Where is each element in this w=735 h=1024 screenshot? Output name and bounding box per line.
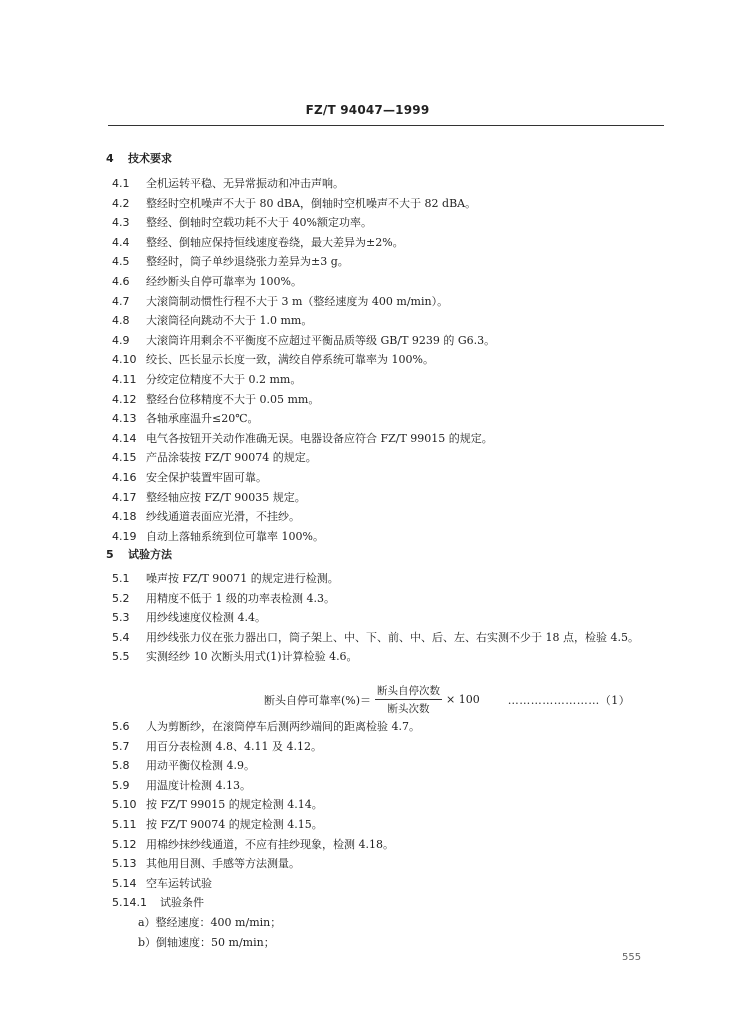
clause-text: 整经台位移精度不大于 0.05 mm。: [146, 392, 320, 406]
clause-number: 5.7: [112, 739, 130, 753]
clause-number: 5.4: [112, 630, 130, 644]
formula-equation-number: ……………………（1）: [507, 693, 631, 707]
clause-row: [112, 508, 300, 524]
clause-text: 用百分表检测 4.8、4.11 及 4.12。: [146, 739, 322, 753]
clause-text: 空车运转试验: [146, 876, 212, 890]
clause-number: 5.11: [112, 818, 137, 831]
section-5-heading: [106, 546, 172, 562]
clause-text: 按 FZ/T 90074 的规定检测 4.15。: [146, 818, 323, 831]
clause-row: [112, 410, 259, 426]
section-title: 试验方法: [128, 548, 172, 561]
clause-row: [112, 855, 300, 871]
clause-number: 5.8: [112, 759, 130, 773]
clause-text: 用棉纱抹纱线通道，不应有挂纱现象，检测 4.18。: [146, 837, 394, 851]
clause-text: 用精度不低于 1 级的功率表检测 4.3。: [146, 591, 335, 605]
clause-row: [112, 214, 372, 230]
formula-fraction: [375, 683, 442, 716]
clause-row: [112, 312, 312, 328]
clause-number: 4.19: [112, 529, 137, 543]
clause-row: [112, 528, 324, 544]
clause-number: 5.14.1: [112, 896, 147, 910]
clause-number: 5.3: [112, 611, 130, 624]
clause-text: 试验条件: [160, 896, 204, 910]
clause-text: 各轴承座温升≤20℃。: [146, 412, 259, 426]
formula-1: [264, 683, 630, 716]
clause-number: 4.15: [112, 451, 137, 465]
clause-row: [112, 629, 639, 645]
clause-text: 大滚筒径向跳动不大于 1.0 mm。: [146, 314, 313, 328]
clause-row: [112, 253, 349, 269]
clause-number: 5.10: [112, 798, 137, 812]
section-number: 5: [106, 548, 114, 561]
clause-text: 电气各按钮开关动作准确无误。电器设备应符合 FZ/T 99015 的规定。: [146, 431, 493, 445]
clause-row: [112, 195, 476, 211]
formula-rhs: × 100: [446, 693, 480, 706]
clause-text: 其他用目测、手感等方法测量。: [146, 857, 300, 871]
clause-row: [112, 777, 251, 793]
condition-label: a）: [138, 916, 156, 929]
clause-number: 5.14: [112, 876, 137, 890]
clause-number: 4.4: [112, 235, 130, 249]
formula-numerator: 断头自停次数: [375, 683, 442, 700]
clause-number: 4.17: [112, 490, 137, 504]
clause-number: 4.3: [112, 216, 130, 230]
clause-number: 4.6: [112, 275, 130, 288]
clause-row: [112, 371, 301, 387]
clause-number: 4.13: [112, 412, 137, 426]
section-4-heading: [106, 150, 172, 166]
formula-lhs: 断头自停可靠率(%)＝: [264, 693, 372, 707]
clause-number: 5.1: [112, 572, 130, 585]
clause-number: 4.5: [112, 255, 130, 269]
condition-item: [138, 914, 281, 930]
clause-row: [112, 175, 344, 191]
clause-row: [112, 894, 204, 910]
clause-number: 4.14: [112, 431, 137, 445]
clause-number: 4.2: [112, 196, 130, 210]
clause-row: [112, 648, 358, 664]
clause-number: 4.1: [112, 177, 130, 190]
clause-text: 用温度计检测 4.13。: [146, 778, 251, 792]
clause-number: 5.2: [112, 591, 130, 605]
clause-row: [112, 273, 302, 289]
clause-number: 4.9: [112, 333, 130, 347]
page-number: 555: [622, 952, 642, 963]
clause-number: 4.12: [112, 392, 137, 406]
clause-row: [112, 332, 495, 348]
clause-text: 整经时，筒子单纱退绕张力差异为±3 g。: [146, 255, 349, 269]
standard-code-header: FZ/T 94047—1999: [305, 103, 430, 117]
condition-item: [138, 934, 275, 950]
clause-text: 安全保护装置牢固可靠。: [146, 471, 267, 484]
clause-row: [112, 449, 317, 465]
clause-number: 5.5: [112, 650, 130, 663]
clause-text: 绞长、匹长显示长度一致，满绞自停系统可靠率为 100%。: [146, 353, 434, 367]
clause-row: [112, 757, 255, 773]
clause-row: [112, 293, 448, 309]
clause-text: 整经、倒轴应保持恒线速度卷绕，最大差异为±2%。: [146, 235, 404, 249]
clause-number: 4.16: [112, 471, 137, 484]
clause-text: 按 FZ/T 99015 的规定检测 4.14。: [146, 798, 323, 812]
clause-text: 实测经纱 10 次断头用式(1)计算检验 4.6。: [146, 650, 358, 663]
formula-denominator: 断头次数: [387, 703, 430, 715]
clause-number: 4.11: [112, 373, 137, 386]
clause-row: [112, 489, 306, 505]
clause-text: 大滚筒制动惯性行程不大于 3 m（整经速度为 400 m/min）。: [146, 294, 449, 308]
clause-row: [112, 351, 434, 367]
clause-text: 用纱线张力仪在张力器出口，筒子架上、中、下、前、中、后、左、右实测不少于 18 点，检验 4.5。: [146, 630, 639, 644]
clause-text: 整经、倒轴时空载功耗不大于 40%额定功率。: [146, 216, 372, 230]
clause-text: 经纱断头自停可靠率为 100%。: [146, 275, 302, 288]
condition-text: 倒轴速度：50 m/min；: [156, 935, 275, 949]
condition-label: b）: [138, 935, 157, 949]
section-title: 技术要求: [128, 152, 172, 165]
clause-row: [112, 609, 266, 625]
clause-number: 5.9: [112, 778, 130, 792]
clause-row: [112, 738, 322, 754]
clause-text: 人为剪断纱，在滚筒停车后测两纱端间的距离检验 4.7。: [146, 720, 420, 733]
clause-row: [112, 816, 323, 832]
clause-row: [112, 590, 335, 606]
condition-text: 整经速度：400 m/min；: [155, 916, 282, 929]
clause-row: [112, 570, 339, 586]
clause-text: 用动平衡仪检测 4.9。: [146, 759, 255, 773]
clause-text: 噪声按 FZ/T 90071 的规定进行检测。: [146, 572, 339, 585]
clause-text: 自动上落轴系统到位可靠率 100%。: [146, 529, 324, 543]
clause-number: 5.12: [112, 837, 137, 851]
clause-row: [112, 469, 267, 485]
clause-row: [112, 234, 404, 250]
clause-number: 5.13: [112, 857, 137, 871]
clause-text: 整经轴应按 FZ/T 90035 规定。: [146, 490, 306, 504]
clause-text: 产品涂装按 FZ/T 90074 的规定。: [146, 451, 317, 465]
clause-number: 4.10: [112, 353, 137, 367]
clause-text: 纱线通道表面应光滑，不挂纱。: [146, 510, 300, 524]
clause-text: 大滚筒许用剩余不平衡度不应超过平衡品质等级 GB/T 9239 的 G6.3。: [146, 333, 496, 347]
clause-row: [112, 875, 212, 891]
clause-text: 分绞定位精度不大于 0.2 mm。: [146, 373, 302, 386]
clause-text: 全机运转平稳、无异常振动和冲击声响。: [146, 177, 344, 190]
clause-number: 4.8: [112, 314, 130, 328]
clause-row: [112, 796, 323, 812]
clause-text: 整经时空机噪声不大于 80 dBA，倒轴时空机噪声不大于 82 dBA。: [146, 196, 477, 210]
clause-number: 5.6: [112, 720, 130, 733]
clause-number: 4.7: [112, 294, 130, 308]
clause-row: [112, 430, 493, 446]
section-number: 4: [106, 152, 114, 165]
clause-row: [112, 718, 420, 734]
clause-text: 用纱线速度仪检测 4.4。: [146, 611, 266, 624]
clause-row: [112, 836, 394, 852]
clause-number: 4.18: [112, 510, 137, 524]
clause-row: [112, 391, 319, 407]
header-rule: [108, 125, 664, 126]
